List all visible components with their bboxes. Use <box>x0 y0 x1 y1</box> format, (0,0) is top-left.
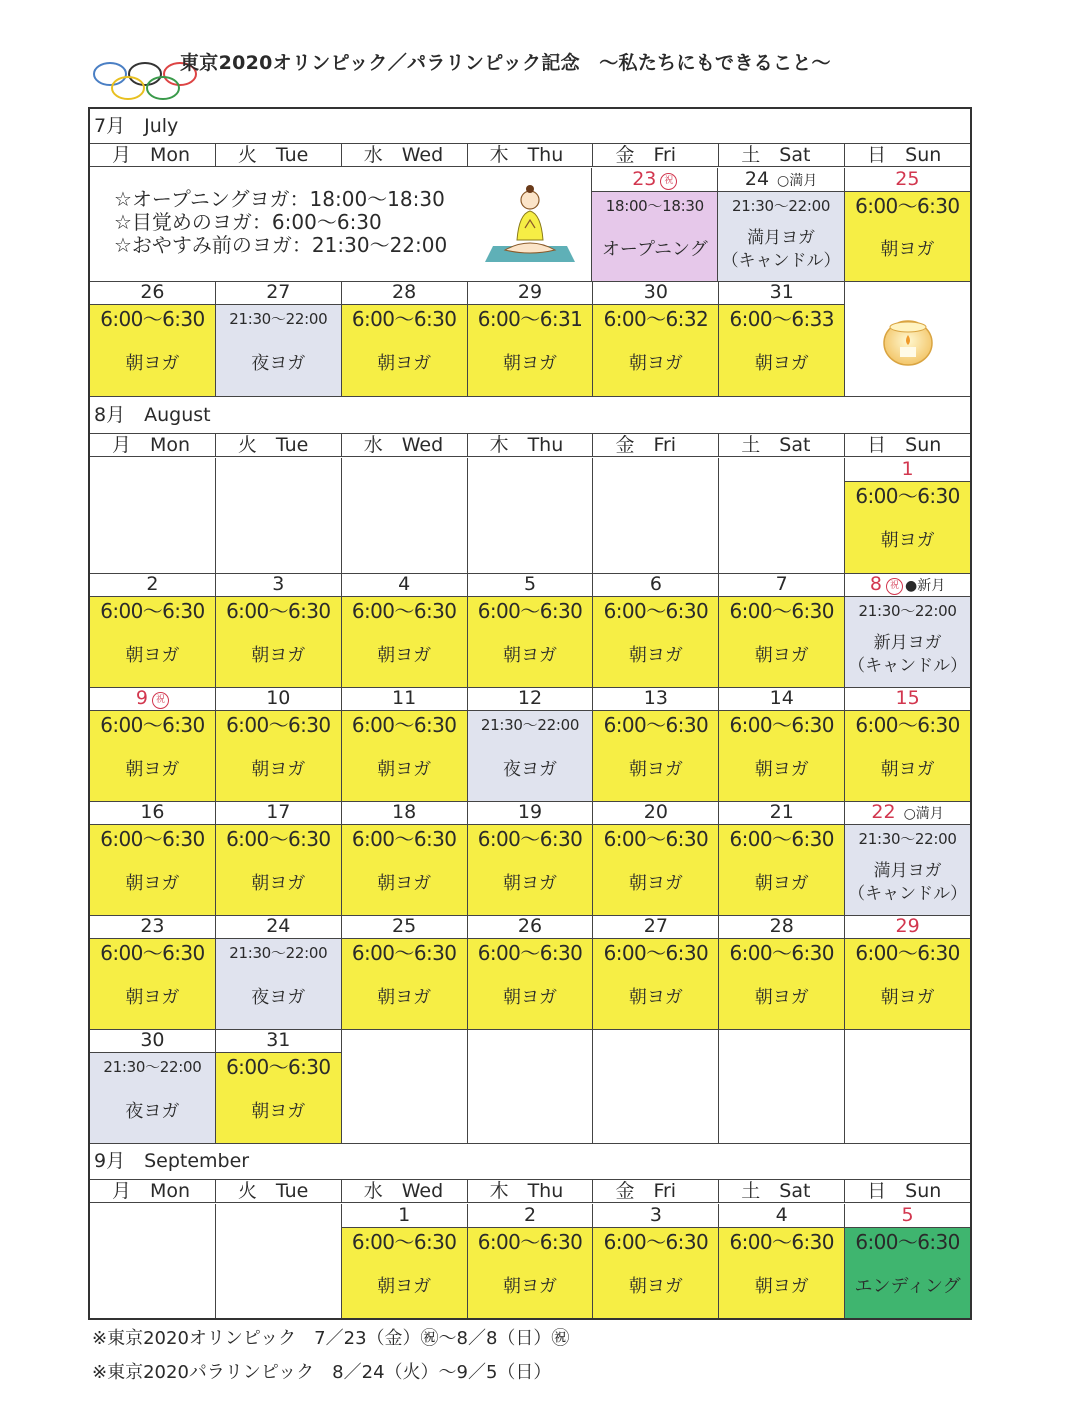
weekday-label: 木 Thu <box>468 144 594 166</box>
week-row <box>90 168 970 282</box>
session-label: 朝ヨガ <box>468 967 593 1029</box>
day-cell <box>90 1029 216 1143</box>
day-number: 4 <box>342 573 467 597</box>
session-label: 朝ヨガ <box>593 967 718 1029</box>
day-cell <box>342 915 468 1029</box>
day-number: 26 <box>90 281 215 305</box>
week-row <box>90 687 970 802</box>
day-number: 2 <box>90 573 215 597</box>
weekday-label: 月 Mon <box>90 144 216 166</box>
session-label: 朝ヨガ <box>719 625 844 687</box>
session-label: 朝ヨガ <box>342 333 467 396</box>
week-row <box>90 458 970 574</box>
day-cell <box>593 573 719 687</box>
weekday-label: 日 Sun <box>867 434 942 456</box>
weekday-label: 水 Wed <box>342 434 468 456</box>
session-label: 朝ヨガ <box>845 967 970 1029</box>
empty-cell <box>468 1029 594 1143</box>
session-time: 21:30～22:00 <box>216 305 341 333</box>
day-number: 1 <box>845 458 970 482</box>
session-time: 6:00～6:30 <box>845 1228 970 1256</box>
session-time: 6:00～6:30 <box>845 482 970 510</box>
day-cell <box>468 687 594 801</box>
empty-cell <box>90 1204 216 1318</box>
date: 9 <box>135 687 148 709</box>
day-cell <box>719 1204 845 1318</box>
session-label: 朝ヨガ <box>593 1256 718 1318</box>
info-line: ☆おやすみ前のヨガ：21:30～22:00 <box>114 233 448 257</box>
day-number <box>718 168 843 192</box>
weekday-label: 金 Fri <box>593 1180 719 1202</box>
empty-cell <box>719 1029 845 1143</box>
day-cell <box>90 573 216 687</box>
day-number: 18 <box>342 801 467 825</box>
session-label: 朝ヨガ <box>719 333 844 396</box>
session-time: 6:00～6:30 <box>845 192 970 220</box>
session-time: 6:00～6:30 <box>468 597 593 625</box>
day-number: 28 <box>342 281 467 305</box>
session-label: 朝ヨガ <box>468 333 593 396</box>
day-number: 15 <box>845 687 970 711</box>
week-row <box>90 573 970 688</box>
full-moon-mark: ○満月 <box>777 173 818 189</box>
day-number: 14 <box>719 687 844 711</box>
session-label: 朝ヨガ <box>468 1256 593 1318</box>
session-time: 6:00～6:30 <box>468 1228 593 1256</box>
session-label: 朝ヨガ <box>719 1256 844 1318</box>
empty-cell <box>468 458 594 573</box>
session-time: 6:00～6:30 <box>90 825 215 853</box>
session-label: 夜ヨガ <box>216 333 341 396</box>
empty-cell <box>342 1029 468 1143</box>
day-number: 10 <box>216 687 341 711</box>
day-cell <box>342 1204 468 1318</box>
day-number: 25 <box>342 915 467 939</box>
session-time: 6:00～6:30 <box>216 711 341 739</box>
day-number: 30 <box>90 1029 215 1053</box>
session-time: 6:00～6:30 <box>216 825 341 853</box>
day-cell <box>592 168 718 281</box>
session-time: 21:30～22:00 <box>90 1053 215 1081</box>
weekday-label: 火 Tue <box>216 144 342 166</box>
day-number: 4 <box>719 1204 844 1228</box>
session-time: 6:00～6:30 <box>90 597 215 625</box>
empty-cell <box>593 458 719 573</box>
new-moon-mark: ●新月 <box>905 578 946 594</box>
day-cell <box>216 573 342 687</box>
day-cell <box>216 687 342 801</box>
day-number: 5 <box>468 573 593 597</box>
day-number <box>845 801 970 825</box>
session-label: 朝ヨガ <box>90 625 215 687</box>
session-time: 6:00～6:30 <box>593 711 718 739</box>
session-time: 6:00～6:30 <box>719 825 844 853</box>
session-label: 夜ヨガ <box>90 1081 215 1143</box>
session-time: 6:00～6:30 <box>342 825 467 853</box>
session-time: 6:00～6:30 <box>719 939 844 967</box>
week-row <box>90 915 970 1030</box>
session-time: 6:00～6:32 <box>593 305 718 333</box>
session-label: 朝ヨガ <box>593 333 718 396</box>
session-time: 6:00～6:31 <box>468 305 593 333</box>
session-label: 朝ヨガ <box>90 853 215 915</box>
session-label: 朝ヨガ <box>719 967 844 1029</box>
session-time: 6:00～6:30 <box>719 711 844 739</box>
day-number <box>592 168 717 192</box>
weekday-header-september <box>90 1180 970 1203</box>
session-time: 6:00～6:30 <box>216 597 341 625</box>
weekday-label: 木 Thu <box>468 434 594 456</box>
holiday-mark: 祝 <box>660 173 677 190</box>
weekday-label: 火 Tue <box>216 1180 342 1202</box>
day-cell <box>719 281 845 396</box>
session-time: 21:30～22:00 <box>216 939 341 967</box>
day-cell <box>90 281 216 396</box>
candle-cell <box>845 281 970 396</box>
day-number: 25 <box>845 168 970 192</box>
day-cell <box>719 801 845 915</box>
day-cell <box>845 915 970 1029</box>
session-label: 朝ヨガ <box>468 853 593 915</box>
day-cell <box>845 458 970 573</box>
day-cell <box>718 168 844 281</box>
session-time: 21:30～22:00 <box>845 597 970 625</box>
empty-cell <box>845 1029 970 1143</box>
session-time: 6:00～6:30 <box>90 939 215 967</box>
session-time: 6:00～6:30 <box>593 597 718 625</box>
empty-cell <box>90 458 216 573</box>
day-number: 6 <box>593 573 718 597</box>
date: 24 <box>744 168 770 190</box>
date: 23 <box>632 168 657 190</box>
day-number: 26 <box>468 915 593 939</box>
day-cell <box>90 687 216 801</box>
weekday-label: 水 Wed <box>342 144 468 166</box>
day-number: 20 <box>593 801 718 825</box>
weekday-label: 月 Mon <box>90 434 216 456</box>
day-cell <box>845 1204 970 1318</box>
session-time: 6:00～6:30 <box>719 1228 844 1256</box>
day-cell <box>845 687 970 801</box>
day-cell <box>593 281 719 396</box>
info-line: ☆目覚めのヨガ：6:00～6:30 <box>114 210 382 234</box>
session-time: 6:00～6:30 <box>845 939 970 967</box>
candle-icon <box>876 307 940 371</box>
session-time: 6:00～6:30 <box>342 1228 467 1256</box>
session-label: 朝ヨガ <box>342 853 467 915</box>
weekday-label: 日 Sun <box>867 1180 942 1202</box>
day-cell <box>719 915 845 1029</box>
day-number: 30 <box>593 281 718 305</box>
session-label: 朝ヨガ <box>845 510 970 573</box>
month-header-september: 9月 September <box>90 1143 970 1180</box>
day-number: 31 <box>719 281 844 305</box>
session-label: 朝ヨガ <box>719 739 844 801</box>
full-moon-mark: ○満月 <box>903 806 944 822</box>
day-cell <box>216 915 342 1029</box>
day-cell <box>468 801 594 915</box>
day-number: 27 <box>216 281 341 305</box>
day-cell <box>216 281 342 396</box>
week-row <box>90 1204 970 1318</box>
weekday-label: 火 Tue <box>216 434 342 456</box>
day-number: 24 <box>216 915 341 939</box>
page-title: 東京2020オリンピック／パラリンピック記念 ～私たちにもできること～ <box>180 52 831 74</box>
day-number: 12 <box>468 687 593 711</box>
session-label: 朝ヨガ <box>90 967 215 1029</box>
weekday-label: 日 Sun <box>867 144 942 166</box>
day-number: 17 <box>216 801 341 825</box>
session-time: 21:30～22:00 <box>718 192 843 220</box>
holiday-mark: 祝 <box>152 692 169 709</box>
day-number <box>90 687 215 711</box>
date: 8 <box>869 573 883 595</box>
session-label: 朝ヨガ <box>216 739 341 801</box>
day-cell <box>593 915 719 1029</box>
day-number: 7 <box>719 573 844 597</box>
week-row <box>90 801 970 916</box>
session-label: 朝ヨガ <box>216 625 341 687</box>
session-label: 夜ヨガ <box>468 739 593 801</box>
session-label: 朝ヨガ <box>342 625 467 687</box>
holiday-mark: 祝 <box>886 578 903 595</box>
session-label: 朝ヨガ <box>468 625 593 687</box>
empty-cell <box>216 1204 342 1318</box>
day-cell <box>719 687 845 801</box>
week-row <box>90 281 970 397</box>
weekday-label: 土 Sat <box>719 434 845 456</box>
session-time: 18:00～18:30 <box>592 192 717 220</box>
session-label: 朝ヨガ <box>845 739 970 801</box>
day-number: 27 <box>593 915 718 939</box>
session-label: 朝ヨガ <box>216 853 341 915</box>
day-number: 3 <box>216 573 341 597</box>
footnote-olympics: ※東京2020オリンピック 7／23（金）㊗～8／8（日）㊗ <box>92 1328 570 1349</box>
day-number: 5 <box>845 1204 970 1228</box>
weekday-header-july <box>90 144 970 167</box>
day-number: 11 <box>342 687 467 711</box>
session-label: 夜ヨガ <box>216 967 341 1029</box>
day-number: 3 <box>593 1204 718 1228</box>
session-time: 6:00～6:30 <box>593 1228 718 1256</box>
weekday-label: 月 Mon <box>90 1180 216 1202</box>
session-time: 6:00～6:30 <box>593 825 718 853</box>
day-cell <box>342 573 468 687</box>
schedule-info-box <box>90 168 592 281</box>
day-cell <box>342 801 468 915</box>
session-time: 6:00～6:30 <box>593 939 718 967</box>
day-number <box>845 573 970 597</box>
day-number: 13 <box>593 687 718 711</box>
day-number: 19 <box>468 801 593 825</box>
month-header-august: 8月 August <box>90 396 970 434</box>
session-time: 6:00～6:30 <box>845 711 970 739</box>
session-time: 6:00～6:30 <box>90 305 215 333</box>
day-cell <box>845 168 970 281</box>
session-label: オープニング <box>592 220 717 281</box>
session-label: エンディング <box>845 1256 970 1318</box>
day-number: 1 <box>342 1204 467 1228</box>
session-label: 満月ヨガ（キャンドル） <box>845 853 970 915</box>
weekday-label: 水 Wed <box>342 1180 468 1202</box>
weekday-header-august <box>90 434 970 457</box>
session-time: 6:00～6:30 <box>90 711 215 739</box>
session-time: 6:00～6:30 <box>342 597 467 625</box>
session-label: 新月ヨガ（キャンドル） <box>845 625 970 687</box>
day-cell <box>468 573 594 687</box>
day-cell <box>216 1029 342 1143</box>
day-number: 29 <box>468 281 593 305</box>
yoga-calendar <box>88 107 972 1320</box>
weekday-label: 金 Fri <box>593 434 719 456</box>
day-number: 16 <box>90 801 215 825</box>
weekday-label: 木 Thu <box>468 1180 594 1202</box>
weekday-label: 土 Sat <box>719 144 845 166</box>
day-cell <box>593 801 719 915</box>
day-number: 28 <box>719 915 844 939</box>
info-line: ☆オープニングヨガ：18:00～18:30 <box>114 187 445 211</box>
day-cell <box>593 687 719 801</box>
session-label: 朝ヨガ <box>845 220 970 281</box>
day-cell <box>845 573 970 687</box>
session-time: 6:00～6:33 <box>719 305 844 333</box>
empty-cell <box>719 458 845 573</box>
day-number: 29 <box>845 915 970 939</box>
session-time: 6:00～6:30 <box>468 939 593 967</box>
session-time: 6:00～6:30 <box>216 1053 341 1081</box>
week-row <box>90 1029 970 1144</box>
session-label: 朝ヨガ <box>593 853 718 915</box>
weekday-label: 金 Fri <box>593 144 719 166</box>
day-cell <box>90 915 216 1029</box>
day-cell <box>468 281 594 396</box>
session-label: 朝ヨガ <box>216 1081 341 1143</box>
session-label: 朝ヨガ <box>342 967 467 1029</box>
session-time: 6:00～6:30 <box>468 825 593 853</box>
session-label: 朝ヨガ <box>593 625 718 687</box>
empty-cell <box>342 458 468 573</box>
weekday-label: 土 Sat <box>719 1180 845 1202</box>
day-cell <box>468 915 594 1029</box>
day-cell <box>342 687 468 801</box>
session-label: 朝ヨガ <box>90 333 215 396</box>
session-label: 朝ヨガ <box>90 739 215 801</box>
session-time: 6:00～6:30 <box>342 711 467 739</box>
date: 22 <box>871 801 896 823</box>
session-time: 6:00～6:30 <box>342 939 467 967</box>
empty-cell <box>593 1029 719 1143</box>
session-time: 6:00～6:30 <box>342 305 467 333</box>
day-number: 2 <box>468 1204 593 1228</box>
day-cell <box>342 281 468 396</box>
session-time: 21:30～22:00 <box>468 711 593 739</box>
session-label: 朝ヨガ <box>719 853 844 915</box>
session-label: 朝ヨガ <box>342 1256 467 1318</box>
schedule-info <box>114 188 447 257</box>
yoga-figure-icon <box>475 178 585 270</box>
day-cell <box>468 1204 594 1318</box>
day-cell <box>719 573 845 687</box>
session-time: 21:30～22:00 <box>845 825 970 853</box>
session-time: 6:00～6:30 <box>719 597 844 625</box>
day-number: 21 <box>719 801 844 825</box>
day-cell <box>845 801 970 915</box>
session-label: 朝ヨガ <box>593 739 718 801</box>
day-number: 31 <box>216 1029 341 1053</box>
empty-cell <box>216 458 342 573</box>
day-cell <box>593 1204 719 1318</box>
month-header-july: 7月 July <box>90 109 970 144</box>
day-cell <box>90 801 216 915</box>
session-label: 朝ヨガ <box>342 739 467 801</box>
footnote-paralympics: ※東京2020パラリンピック 8／24（火）～9／5（日） <box>92 1362 552 1383</box>
session-label: 満月ヨガ（キャンドル） <box>718 220 843 281</box>
day-cell <box>216 801 342 915</box>
day-number: 23 <box>90 915 215 939</box>
